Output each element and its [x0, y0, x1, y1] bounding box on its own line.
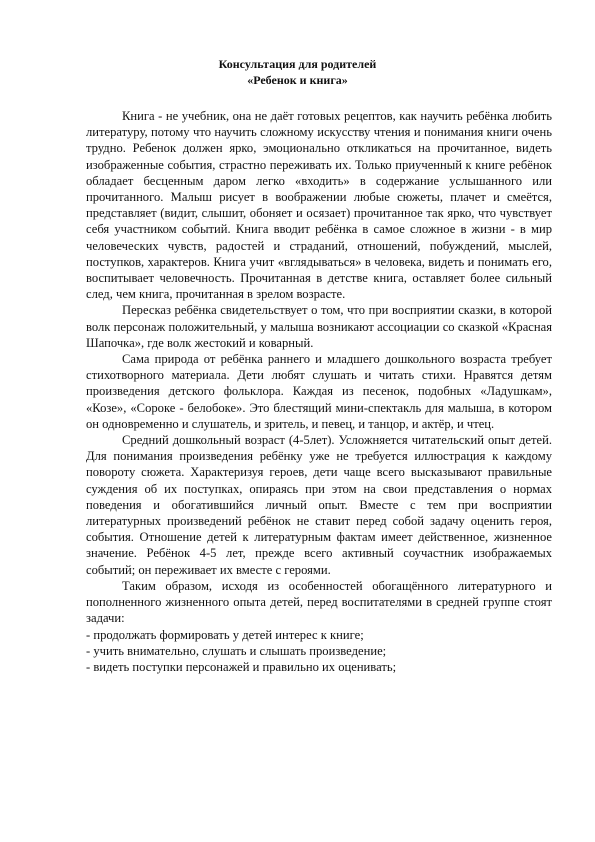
paragraph-retelling: Пересказ ребёнка свидетельствует о том, что при восприятии сказки, в которой волк персонаж положительный, у малыша возникают ассоциации со сказкой «Красная Шапочка», где волк жестокий и коварный.	[86, 303, 552, 350]
document-body	[86, 108, 552, 675]
document-title: Консультация для родителей	[218, 57, 377, 71]
paragraph-middle-preschool: Средний дошкольный возраст (4-5лет). Усложняется читательский опыт детей. Для понимания произведения ребёнку уже не требуется иллюстрация к каждому повороту сюжета. Характеризуя героев, дети чаще всего высказывают правильные суждения об их поступках, опираясь при этом на свои представления о нормах поведения и обогатившийся личный опыт. Вместе с тем при восприятии литературных произведений ребёнок не ставит перед собой задачу оценить героя, события. Отношение детей к литературным фактам имеет действенное, жизненное значение. Ребёнок 4-5 лет, прежде всего активный соучастник изображаемых событий; он переживает их вместе с героями.	[86, 433, 552, 577]
list-item: - видеть поступки персонажей и правильно их оценивать;	[86, 659, 397, 674]
list-item: - учить внимательно, слушать и слышать произведение;	[86, 643, 387, 658]
paragraph-tasks-intro: Таким образом, исходя из особенностей обогащённого литературного и пополненного жизненного опыта детей, перед воспитателями в средней группе стоят задачи:	[86, 578, 552, 626]
paragraph-book-not-textbook: Книга - не учебник, она не даёт готовых рецептов, как научить ребёнка любить литературу, потому что научить сложному искусству чтения и понимания книги очень трудно. Ребенок должен ярко, эмоционально откликаться на прочитанное, видеть изображенные события, страстно переживать их. Только приученный к книге ребёнок обладает бесценным даром легко «входить» в содержание услышанного или прочитанного. Малыш рисует в воображении любые сюжеты, плачет и смеётся, представляет (видит, слышит, обоняет и осязает) прочитанное так ярко, что чувствует себя участником событий. Книга вводит ребёнка в самое сложное в жизни - в мир человеческих чувств, радостей и страданий, отношений, побуждений, мыслей, поступков, характеров. Книга учит «вглядываться» в человека, видеть и понимать его, воспитывает человечность. Прочитанная в детстве книга, оставляет более сильный след, чем книга, прочитанная в зрелом возрасте.	[86, 109, 552, 302]
list-item: - продолжать формировать у детей интерес к книге;	[86, 627, 364, 642]
paragraph-poetry: Сама природа от ребёнка раннего и младшего дошкольного возраста требует стихотворного материала. Дети любят слушать и читать стихи. Нравятся детям произведения детского фольклора. Каждая из песенок, подобных «Ладушкам», «Козе», «Сороке - белобоке». Это блестящий мини-спектакль для малыша, в котором он одновременно и слушатель, и зритель, и певец, и танцор, и актёр, и чтец.	[86, 352, 552, 431]
document-subtitle: «Ребенок и книга»	[247, 73, 348, 87]
